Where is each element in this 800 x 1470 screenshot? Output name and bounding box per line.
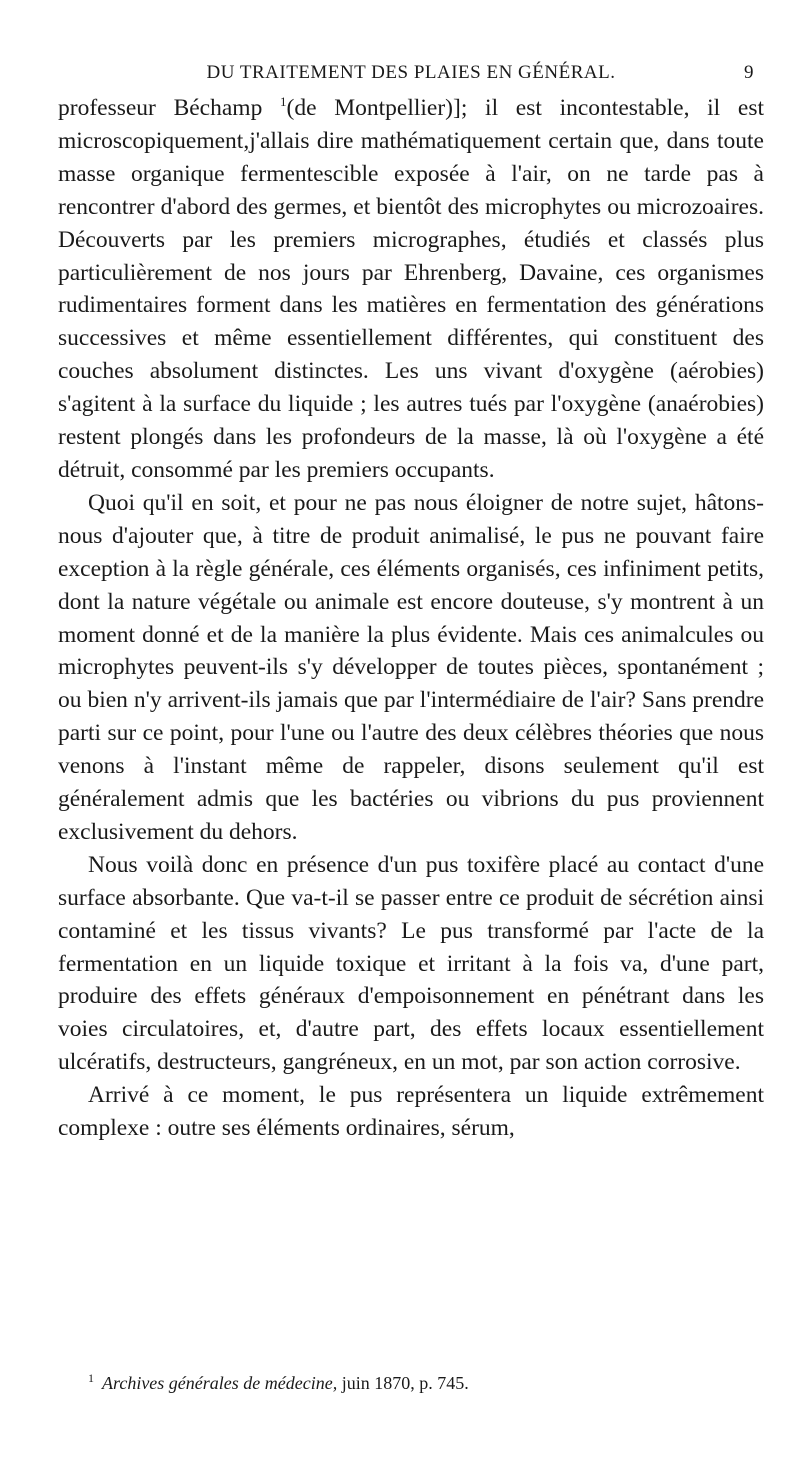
paragraph-1-start: professeur Béchamp	[58, 95, 263, 121]
running-head	[58, 62, 764, 92]
footnote-source-details: juin 1870, p. 745.	[337, 1373, 469, 1393]
paragraph-3: Nous voilà donc en présence d'un pus toxifère placé au contact d'une surface absorbante. Que va-t-il se passer entre ce produit de sécrétion ainsi contaminé et les tissus vivants? Le pus transformé par l'acte de la fermentation en un liquide toxique et irritant à la fois va, d'une part, produire des effets généraux d'empoisonnement en pénétrant dans les voies circulatoires, et, d'autre part, des effets locaux essentiellement ulcératifs, destructeurs, gangréneux, en un mot, par son action corrosive.	[58, 851, 764, 1076]
body-text	[58, 92, 764, 1145]
footnote-reference: 1	[280, 94, 287, 110]
footnote	[58, 1372, 764, 1394]
paragraph-1-rest: (de Montpellier)]; il est incontestable, il est microscopiquement,j'allais dire mathématiquement certain que, dans toute masse organique fermentescible exposée à l'air, on ne tarde pas à rencontrer d'abord des germes, et bientôt des microphytes ou microzoaires. Découverts par les premiers micrographes, étudiés et classés plus particulièrement de nos jours par Ehrenberg, Davaine, ces organismes rudimentaires forment dans les matières en fermentation des générations successives et même essentiellement différentes, qui constituent des couches absolument distinctes. Les uns vivant d'oxygène (aérobies) s'agitent à la surface du liquide ; les autres tués par l'oxygène (anaérobies) restent plongés dans les profondeurs de la masse, là où l'oxygène a été détruit, consommé par les premiers occupants.	[58, 95, 765, 483]
paragraph-4: Arrivé à ce moment, le pus représentera un liquide extrêmement complexe : outre ses éléments ordinaires, sérum,	[58, 1082, 764, 1142]
page-number: 9	[744, 62, 754, 83]
footnote-marker: 1	[88, 1371, 94, 1385]
paragraph-2: Quoi qu'il en soit, et pour ne pas nous éloigner de notre sujet, hâtons-nous d'ajouter que, à titre de produit animalisé, le pus ne pouvant faire exception à la règle générale, ces éléments organisés, ces infiniment petits, dont la nature végétale ou animale est encore douteuse, s'y montrent à un moment donné et de la manière la plus évidente. Mais ces animalcules ou microphytes peuvent-ils s'y développer de toutes pièces, spontanément ; ou bien n'y arrivent-ils jamais que par l'intermédiaire de l'air? Sans prendre parti sur ce point, pour l'une ou l'autre des deux célèbres théories que nous venons à l'instant même de rappeler, disons seulement qu'il est généralement admis que les bactéries ou vibrions du pus proviennent exclusivement du dehors.	[58, 489, 764, 845]
running-title: DU TRAITEMENT DES PLAIES EN GÉNÉRAL.	[206, 62, 616, 83]
footnote-source-title: Archives générales de médecine,	[102, 1373, 338, 1393]
paragraph-1	[58, 92, 764, 487]
